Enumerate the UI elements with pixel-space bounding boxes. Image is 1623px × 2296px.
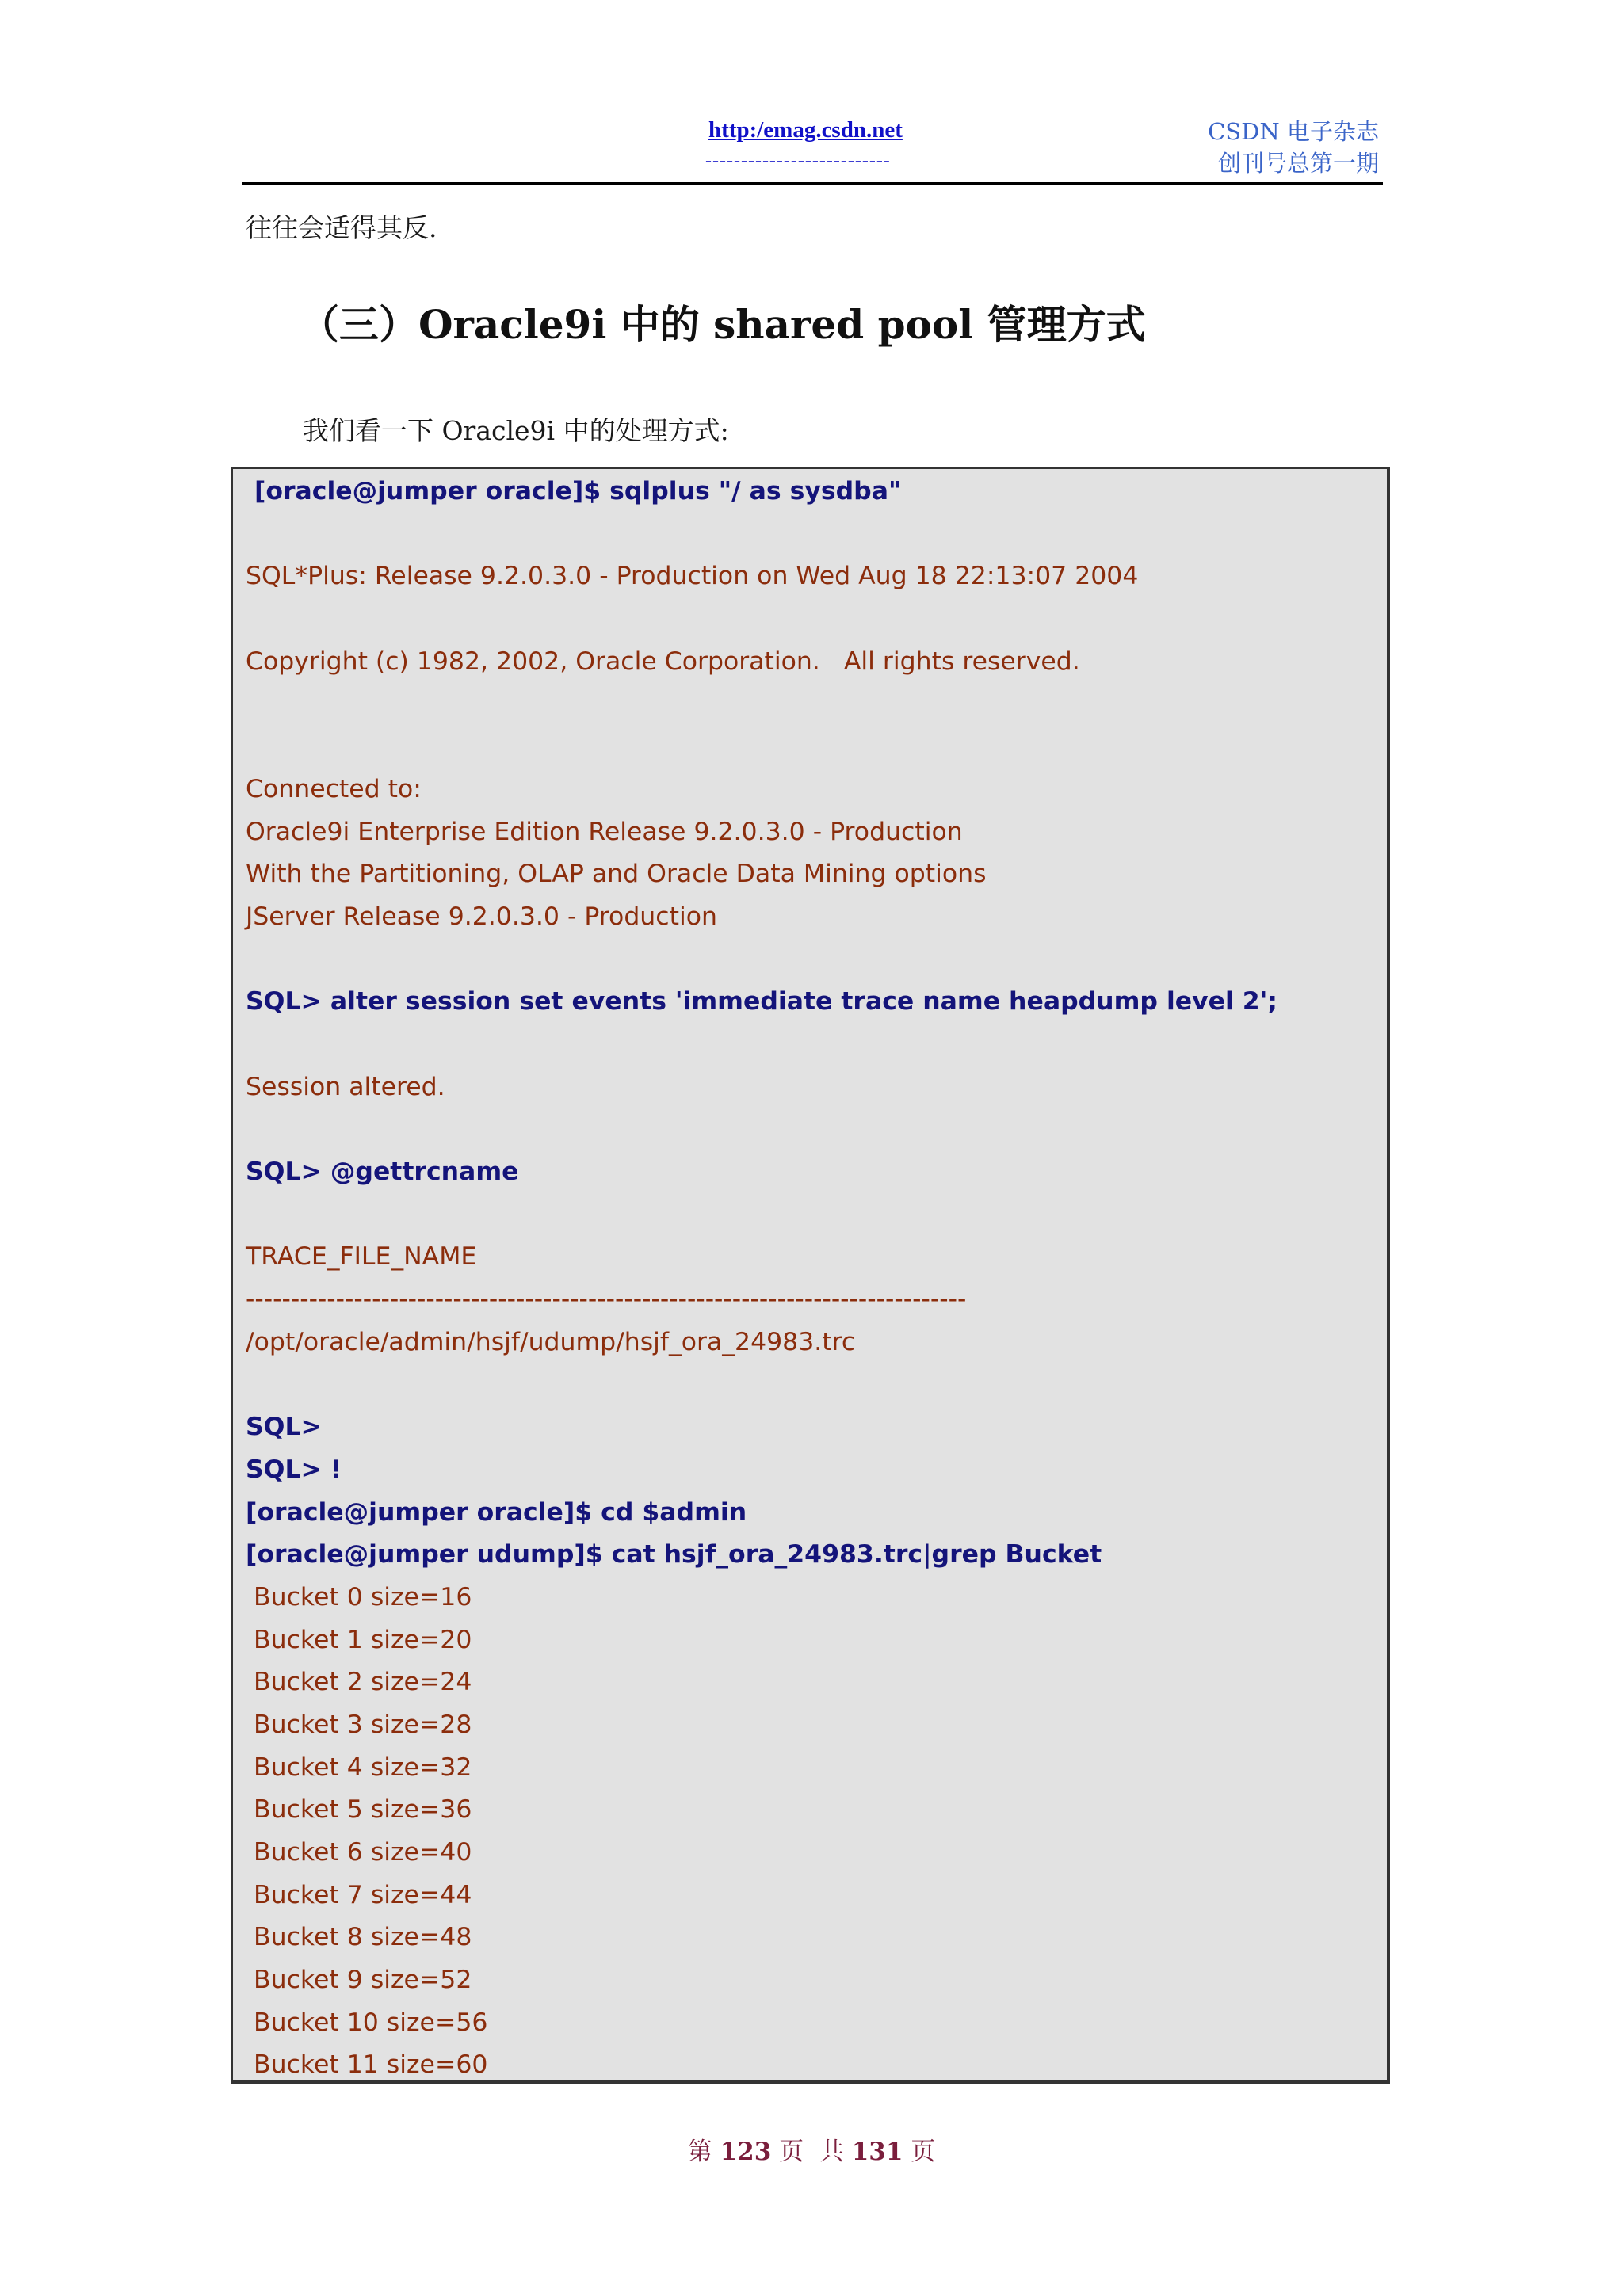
page-footer xyxy=(0,2131,1623,2167)
code-blank-line xyxy=(246,1108,1379,1151)
code-blank-line xyxy=(246,1363,1379,1406)
code-command-line: [oracle@jumper oracle]$ sqlplus "/ as sysdba" xyxy=(246,477,902,505)
code-output-line: /opt/oracle/admin/hsjf/udump/hsjf_ora_24983.trc xyxy=(246,1327,856,1356)
code-blank-line xyxy=(246,1194,1379,1237)
code-command-line: SQL> @gettrcname xyxy=(246,1158,519,1186)
code-output-line: Bucket 3 size=28 xyxy=(246,1710,472,1739)
code-command-line: SQL> ! xyxy=(246,1455,342,1484)
code-output-line: Bucket 1 size=20 xyxy=(246,1625,472,1654)
code-blank-line xyxy=(246,683,1379,726)
continued-paragraph: 往往会适得其反. xyxy=(246,212,437,243)
code-listing-box xyxy=(231,467,1390,2084)
footer-total-pages: 131 xyxy=(851,2138,903,2166)
code-command-line: [oracle@jumper udump]$ cat hsjf_ora_24983.trc|grep Bucket xyxy=(246,1540,1102,1569)
code-output-line: SQL*Plus: Release 9.2.0.3.0 - Production on Wed Aug 18 22:13:07 2004 xyxy=(246,562,1139,591)
footer-prefix: 第 xyxy=(687,2138,720,2166)
code-output-line: With the Partitioning, OLAP and Oracle Data Mining options xyxy=(246,860,987,889)
code-output-line: Bucket 11 size=60 xyxy=(246,2050,488,2080)
code-output-line: Bucket 10 size=56 xyxy=(246,2008,488,2037)
code-command-line: SQL> xyxy=(246,1413,322,1442)
code-command-line: SQL> alter session set events 'immediate trace name heapdump level 2'; xyxy=(246,987,1277,1016)
code-output-line: Bucket 5 size=36 xyxy=(246,1795,472,1825)
code-output-line: Connected to: xyxy=(246,774,422,803)
code-output-line: -------------------------------------------------------------------------------- xyxy=(246,1285,967,1314)
code-output-line: TRACE_FILE_NAME xyxy=(246,1242,477,1272)
code-output-line: Bucket 9 size=52 xyxy=(246,1966,472,1995)
code-blank-line xyxy=(246,726,1379,769)
footer-middle: 页 共 xyxy=(771,2138,852,2166)
code-output-line: Bucket 7 size=44 xyxy=(246,1880,472,1909)
code-output-line: Session altered. xyxy=(246,1072,445,1101)
code-output-line: Oracle9i Enterprise Edition Release 9.2.0.3.0 - Production xyxy=(246,817,963,846)
header-link-underline-dashes: -------------------------- xyxy=(705,151,891,171)
intro-paragraph: 我们看一下 Oracle9i 中的处理方式: xyxy=(303,415,729,446)
code-output-line: Bucket 2 size=24 xyxy=(246,1668,472,1697)
code-output-line: Bucket 8 size=48 xyxy=(246,1923,472,1952)
header-brand-line2: 创刊号总第一期 xyxy=(1217,150,1379,177)
header-link[interactable]: http:/emag.csdn.net xyxy=(708,117,903,143)
footer-current-page: 123 xyxy=(720,2138,772,2166)
code-output-line: Bucket 4 size=32 xyxy=(246,1753,472,1782)
code-output-line: Bucket 0 size=16 xyxy=(246,1582,472,1611)
code-output-line: Bucket 6 size=40 xyxy=(246,1838,472,1867)
code-command-line: [oracle@jumper oracle]$ cd $admin xyxy=(246,1497,747,1527)
code-output-line: JServer Release 9.2.0.3.0 - Production xyxy=(246,902,717,931)
code-blank-line xyxy=(246,598,1379,641)
code-blank-line xyxy=(246,513,1379,556)
code-lines xyxy=(246,471,1379,2087)
footer-suffix: 页 xyxy=(903,2138,936,2166)
code-output-line: Copyright (c) 1982, 2002, Oracle Corporation. All rights reserved. xyxy=(246,646,1080,676)
code-blank-line xyxy=(246,939,1379,982)
header-brand-line1: CSDN 电子杂志 xyxy=(1208,118,1379,145)
section-heading: （三）Oracle9i 中的 shared pool 管理方式 xyxy=(300,301,1146,348)
header-rule xyxy=(242,182,1383,185)
header-brand xyxy=(1208,116,1379,179)
code-blank-line xyxy=(246,1024,1379,1066)
